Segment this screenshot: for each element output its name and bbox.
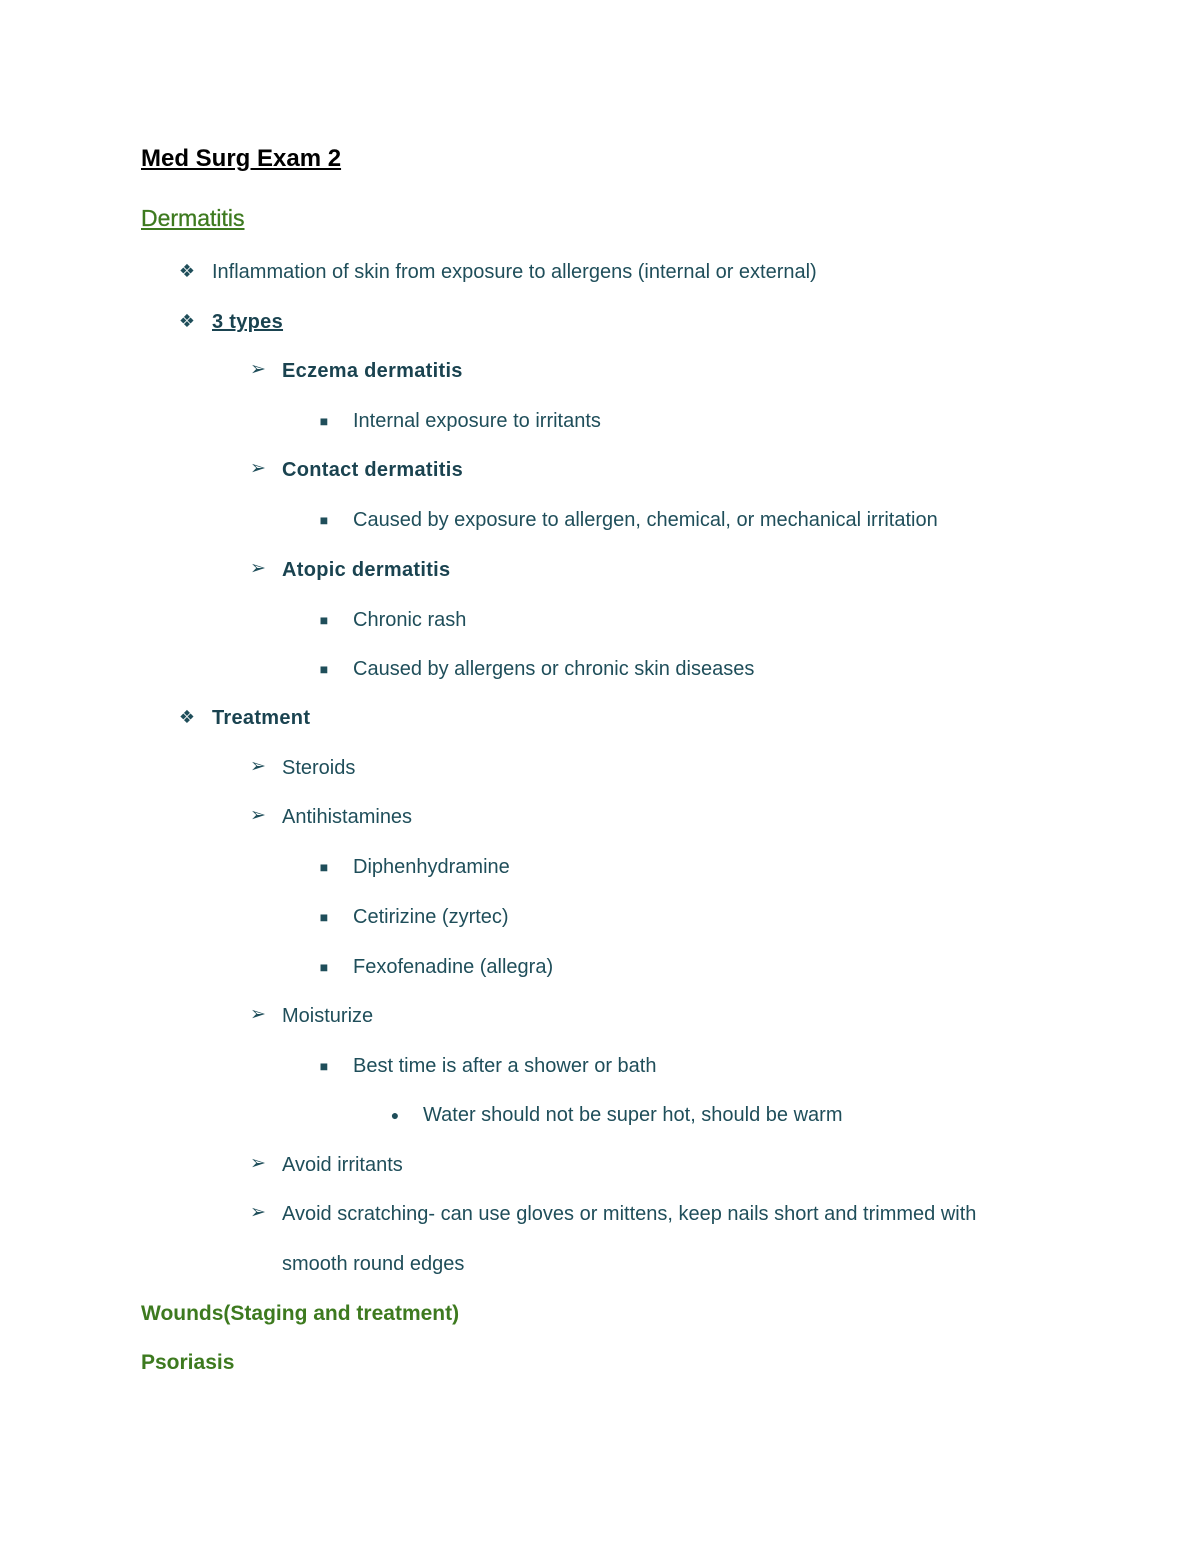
eczema-label: Eczema dermatitis — [282, 360, 463, 382]
contact-label: Contact dermatitis — [282, 459, 463, 481]
dermatitis-definition: Inflammation of skin from exposure to allergens (internal or external) — [212, 261, 817, 283]
diamond-bullet-icon: ❖ — [178, 261, 196, 281]
square-bullet-icon: ■ — [319, 413, 329, 429]
square-bullet-icon: ■ — [319, 661, 329, 677]
section-heading-dermatitis: Dermatitis — [141, 205, 245, 231]
treatment-steroids: Steroids — [282, 757, 356, 779]
treatment-antihistamines: Antihistamines — [282, 806, 413, 828]
square-bullet-icon: ■ — [319, 512, 329, 528]
types-heading: 3 types — [212, 311, 284, 333]
dot-bullet-icon: ● — [390, 1107, 400, 1123]
square-bullet-icon: ■ — [319, 1058, 329, 1074]
square-bullet-icon: ■ — [319, 959, 329, 975]
antihistamine-item: Cetirizine (zyrtec) — [353, 906, 509, 928]
antihistamine-item: Fexofenadine (allegra) — [353, 956, 554, 978]
treatment-avoid-irritants: Avoid irritants — [282, 1154, 403, 1176]
square-bullet-icon: ■ — [319, 859, 329, 875]
treatment-avoid-scratching: Avoid scratching- can use gloves or mittens, keep nails short and trimmed with — [282, 1203, 977, 1225]
antihistamine-item: Diphenhydramine — [353, 856, 510, 878]
moisturize-detail: Best time is after a shower or bath — [353, 1055, 657, 1077]
atopic-label: Atopic dermatitis — [282, 559, 451, 581]
diamond-bullet-icon: ❖ — [178, 707, 196, 727]
arrow-bullet-icon: ➢ — [250, 558, 266, 579]
arrow-bullet-icon: ➢ — [250, 1202, 266, 1223]
document-title: Med Surg Exam 2 — [141, 145, 342, 172]
treatment-moisturize: Moisturize — [282, 1005, 374, 1027]
contact-detail: Caused by exposure to allergen, chemical, or mechanical irritation — [353, 509, 938, 531]
atopic-detail-1: Chronic rash — [353, 609, 467, 631]
treatment-avoid-scratching-continued: smooth round edges — [282, 1253, 465, 1275]
atopic-detail-2: Caused by allergens or chronic skin diseases — [353, 658, 755, 680]
square-bullet-icon: ■ — [319, 909, 329, 925]
arrow-bullet-icon: ➢ — [250, 458, 266, 479]
arrow-bullet-icon: ➢ — [250, 359, 266, 380]
section-heading-wounds: Wounds(Staging and treatment) — [141, 1302, 460, 1325]
arrow-bullet-icon: ➢ — [250, 1153, 266, 1174]
diamond-bullet-icon: ❖ — [178, 311, 196, 331]
moisturize-subdetail: Water should not be super hot, should be warm — [423, 1104, 843, 1126]
section-heading-psoriasis: Psoriasis — [141, 1351, 235, 1374]
treatment-heading: Treatment — [212, 707, 311, 729]
arrow-bullet-icon: ➢ — [250, 1004, 266, 1025]
square-bullet-icon: ■ — [319, 612, 329, 628]
arrow-bullet-icon: ➢ — [250, 756, 266, 777]
eczema-detail: Internal exposure to irritants — [353, 410, 601, 432]
arrow-bullet-icon: ➢ — [250, 805, 266, 826]
